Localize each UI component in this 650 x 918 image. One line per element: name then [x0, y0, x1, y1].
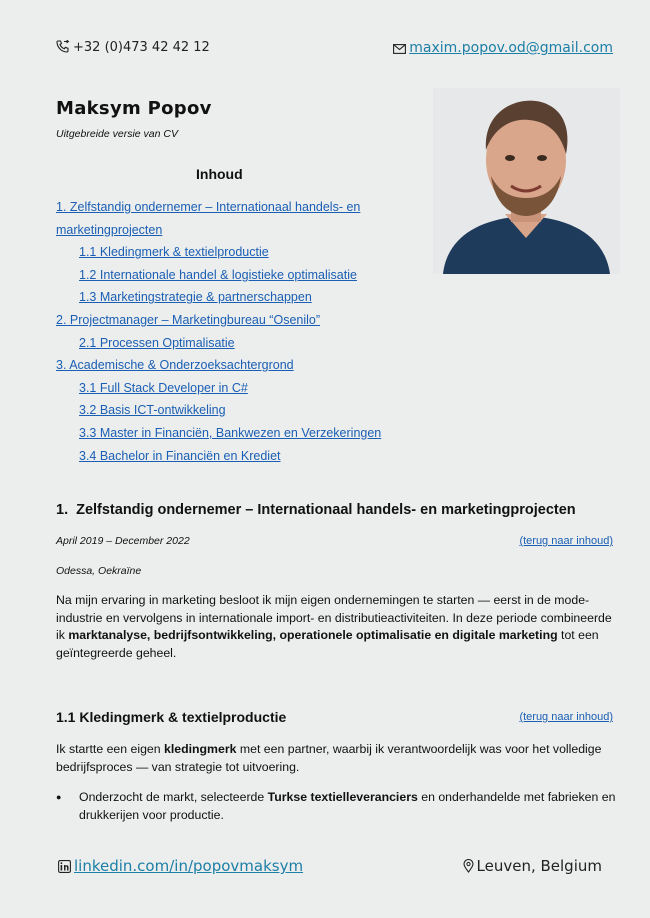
linkedin-link[interactable]: linkedin.com/in/popovmaksym — [74, 857, 304, 875]
map-pin-icon — [463, 859, 474, 873]
section-1-period: April 2019 – December 2022 — [56, 535, 190, 547]
section-number: 1. — [56, 502, 69, 518]
table-of-contents — [56, 196, 416, 467]
toc-item[interactable]: 1.2 Internationale handel & logistieke optimalisatie — [79, 267, 357, 282]
phone-icon — [56, 40, 70, 53]
list-item: ● Onderzocht de markt, selecteerde Turkse textielleveranciers en onderhandelde met fabrieken en drukkerijen voor productie. — [56, 790, 616, 822]
toc-item[interactable]: 3.1 Full Stack Developer in C# — [79, 380, 248, 395]
toc-item[interactable]: 2. Projectmanager – Marketingbureau “Osenilo” — [56, 312, 321, 327]
location-text: Leuven, Belgium — [476, 857, 602, 875]
linkedin-icon — [58, 860, 71, 873]
contact-bar — [56, 40, 613, 60]
bullet-marker: ● — [56, 792, 62, 802]
profile-photo — [433, 88, 620, 274]
section-1-1-heading: 1.1 Kledingmerk & textielproductie — [56, 709, 287, 725]
toc-item[interactable]: 3.4 Bachelor in Financiën en Krediet — [79, 448, 281, 463]
phone-contact — [56, 40, 210, 55]
toc-item[interactable]: 3.3 Master in Financiën, Bankwezen en Verzekeringen — [79, 425, 382, 440]
back-to-toc-link[interactable]: (terug naar inhoud) — [519, 535, 613, 547]
toc-item[interactable]: 1.1 Kledingmerk & textielproductie — [79, 245, 269, 260]
section-1-location: Odessa, Oekraïne — [56, 565, 142, 577]
cv-subtitle: Uitgebreide versie van CV — [56, 128, 178, 140]
toc-item[interactable]: 2.1 Processen Optimalisatie — [79, 335, 235, 350]
mail-icon — [393, 44, 406, 54]
toc-title: Inhoud — [196, 166, 243, 182]
location-contact — [463, 857, 602, 875]
section-title: Zelfstandig ondernemer – Internationaal handels- en marketingprojecten — [76, 502, 576, 518]
portrait-image — [433, 88, 620, 274]
linkedin-contact[interactable] — [58, 857, 303, 875]
phone-number: +32 (0)473 42 42 12 — [73, 40, 210, 55]
toc-item[interactable]: 1. Zelfstandig ondernemer – Internationaal handels- en marketingprojecten — [56, 200, 361, 237]
footer-bar — [58, 857, 602, 879]
toc-item[interactable]: 1.3 Marketingstrategie & partnerschappen — [79, 290, 312, 305]
toc-item[interactable]: 3. Academische & Onderzoeksachtergrond — [56, 358, 294, 373]
email-link[interactable]: maxim.popov.od@gmail.com — [409, 40, 613, 56]
person-name: Maksym Popov — [56, 98, 212, 119]
section-1-1-text: Ik startte een eigen kledingmerk met een partner, waarbij ik verantwoordelijk was voor het volledige bedrijfsproces — van strategie tot uitvoering. — [56, 742, 602, 774]
toc-item[interactable]: 3.2 Basis ICT-ontwikkeling — [79, 403, 226, 418]
email-contact[interactable] — [393, 40, 613, 56]
section-1-intro: Na mijn ervaring in marketing besloot ik mijn eigen ondernemingen te starten — eerst in de mode-industrie en vervolgens in internationale import- en distributieactiviteiten. In deze periode combineerde ik marktanalyse, bedrijfsontwikkeling, operationele optimalisatie en digitale marketing tot een geïntegreerde geheel. — [56, 593, 612, 660]
section-1-heading — [56, 502, 576, 518]
back-to-toc-link[interactable]: (terug naar inhoud) — [519, 711, 613, 723]
